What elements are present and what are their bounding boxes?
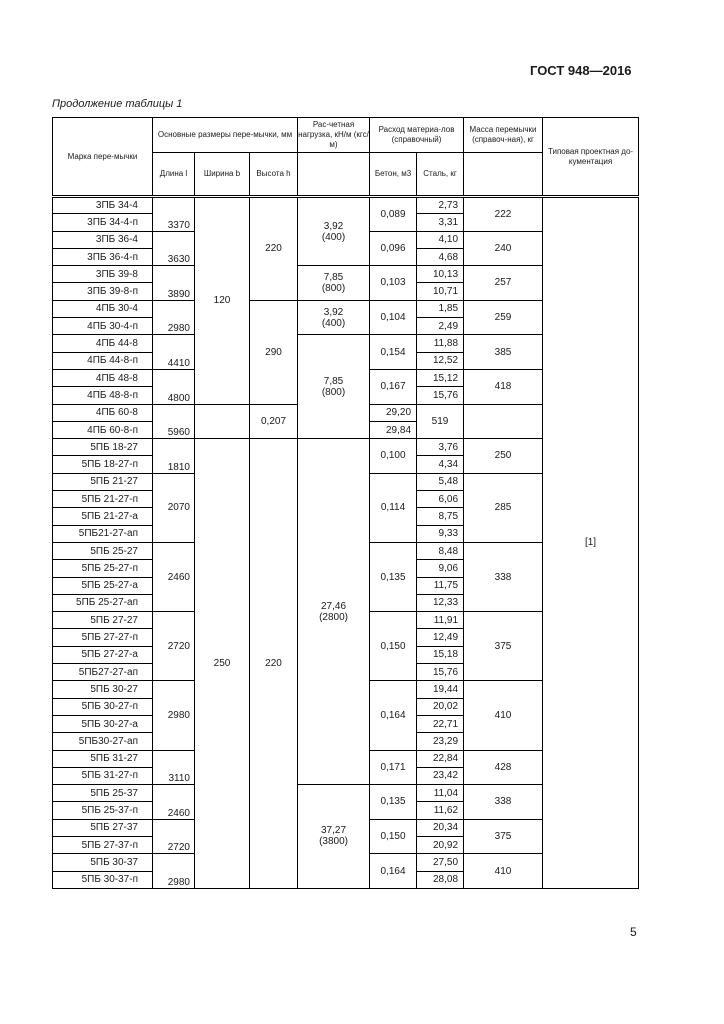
- length-cell: 2720: [153, 819, 195, 854]
- mark-cell: 5ПБ 27-37: [53, 819, 153, 836]
- steel-cell: 20,92: [417, 836, 464, 853]
- mass-cell: 519: [417, 404, 464, 439]
- steel-cell: 4,34: [417, 456, 464, 473]
- mass-cell: 428: [464, 750, 543, 785]
- header-load-pad: [298, 153, 370, 197]
- header-width: Ширина b: [195, 153, 250, 197]
- length-cell: 3110: [153, 750, 195, 785]
- load-kgs: (3800): [319, 836, 348, 848]
- load-kgs: (800): [321, 386, 346, 398]
- length-cell: 2980: [153, 681, 195, 750]
- steel-cell: 5,48: [417, 473, 464, 490]
- header-mass: Масса перемычки (справоч-ная), кг: [464, 118, 543, 153]
- steel-cell: 8,48: [417, 542, 464, 559]
- load-kn: 3,92: [323, 220, 344, 232]
- mark-cell: 5ПБ 18-27: [53, 439, 153, 456]
- load-cell: [298, 266, 370, 301]
- mark-cell: 4ПБ 30-4: [53, 300, 153, 317]
- load-kgs: (400): [321, 317, 346, 329]
- steel-cell: 15,12: [417, 369, 464, 386]
- length-cell: 2070: [153, 473, 195, 542]
- mark-cell: 5ПБ 25-27-а: [53, 577, 153, 594]
- mark-cell: 5ПБ 30-37-п: [53, 871, 153, 888]
- mass-cell: 385: [464, 335, 543, 370]
- mark-cell: 3ПБ 34-4-п: [53, 214, 153, 231]
- width-cell: [195, 404, 250, 439]
- mark-cell: 5ПБ 21-27-а: [53, 508, 153, 525]
- mass-cell: 240: [464, 231, 543, 266]
- mark-cell: 5ПБ27-27-ап: [53, 664, 153, 681]
- steel-cell: 20,02: [417, 698, 464, 715]
- mark-cell: 5ПБ 25-27-ап: [53, 594, 153, 611]
- mark-cell: 4ПБ 48-8: [53, 369, 153, 386]
- concrete-cell: 0,104: [370, 300, 417, 335]
- length-cell: 3370: [153, 197, 195, 232]
- mass-cell: 410: [464, 854, 543, 889]
- width-cell: 250: [195, 439, 250, 889]
- steel-cell: 2,73: [417, 197, 464, 214]
- concrete-cell: 0,207: [250, 404, 298, 439]
- docs-cell: [1]: [543, 197, 639, 889]
- mass-cell: 222: [464, 197, 543, 232]
- width-cell: 120: [195, 197, 250, 405]
- mass-cell: 418: [464, 369, 543, 404]
- mark-cell: 4ПБ 44-8-п: [53, 352, 153, 369]
- load-kn: 27,46: [321, 600, 347, 612]
- steel-cell: 8,75: [417, 508, 464, 525]
- steel-cell: 9,06: [417, 560, 464, 577]
- lintel-table: [52, 117, 639, 889]
- mass-cell: 250: [464, 439, 543, 474]
- steel-cell: 10,71: [417, 283, 464, 300]
- header-materials: Расход материа-лов (справочный): [370, 118, 464, 153]
- mass-cell: 259: [464, 300, 543, 335]
- header-brand: Марка пере-мычки: [53, 118, 153, 197]
- length-cell: 2980: [153, 854, 195, 889]
- mark-cell: 5ПБ 18-27-п: [53, 456, 153, 473]
- mark-cell: 5ПБ 21-27-п: [53, 491, 153, 508]
- mark-cell: 4ПБ 60-8-п: [53, 421, 153, 438]
- steel-cell: 11,88: [417, 335, 464, 352]
- load-cell: [298, 335, 370, 439]
- mark-cell: 5ПБ 25-27: [53, 542, 153, 559]
- concrete-cell: 0,171: [370, 750, 417, 785]
- steel-cell: 15,18: [417, 646, 464, 663]
- load-kn: 3,92: [323, 306, 344, 318]
- steel-cell: 4,10: [417, 231, 464, 248]
- concrete-cell: 0,150: [370, 612, 417, 681]
- mark-cell: 3ПБ 34-4: [53, 197, 153, 214]
- steel-cell: 19,44: [417, 681, 464, 698]
- header-length: Длина l: [153, 153, 195, 197]
- mark-cell: 5ПБ 27-27-п: [53, 629, 153, 646]
- length-cell: 3890: [153, 266, 195, 301]
- header-height: Высота h: [250, 153, 298, 197]
- steel-cell: 12,52: [417, 352, 464, 369]
- mark-cell: 5ПБ 31-27: [53, 750, 153, 767]
- steel-cell: 28,08: [417, 871, 464, 888]
- mass-cell: 375: [464, 819, 543, 854]
- steel-cell: 22,71: [417, 715, 464, 732]
- concrete-cell: 0,103: [370, 266, 417, 301]
- concrete-cell: 0,089: [370, 197, 417, 232]
- mark-cell: 5ПБ 30-27-п: [53, 698, 153, 715]
- mark-cell: 5ПБ 31-27-п: [53, 767, 153, 784]
- mass-cell: 410: [464, 681, 543, 750]
- length-cell: 4410: [153, 335, 195, 370]
- load-cell: [298, 197, 370, 266]
- steel-cell: 27,50: [417, 854, 464, 871]
- steel-cell: 15,76: [417, 664, 464, 681]
- mark-cell: 5ПБ 30-37: [53, 854, 153, 871]
- steel-cell: 23,42: [417, 767, 464, 784]
- load-kn: 37,27: [321, 825, 347, 837]
- steel-cell: 29,20: [370, 404, 417, 421]
- mark-cell: 5ПБ21-27-ап: [53, 525, 153, 542]
- mark-cell: 5ПБ 25-37: [53, 785, 153, 802]
- mark-cell: 5ПБ 30-27-а: [53, 715, 153, 732]
- mark-cell: 5ПБ 30-27: [53, 681, 153, 698]
- steel-cell: 23,29: [417, 733, 464, 750]
- steel-cell: 11,75: [417, 577, 464, 594]
- load-kn: 7,85: [323, 271, 344, 283]
- concrete-cell: 0,100: [370, 439, 417, 474]
- length-cell: 4800: [153, 369, 195, 404]
- steel-cell: 20,34: [417, 819, 464, 836]
- concrete-cell: 0,096: [370, 231, 417, 266]
- mark-cell: 5ПБ 27-27: [53, 612, 153, 629]
- length-cell: 2720: [153, 612, 195, 681]
- load-kn: 7,85: [323, 375, 344, 387]
- page-number: 5: [630, 925, 637, 939]
- concrete-cell: 0,135: [370, 785, 417, 820]
- document-code: ГОСТ 948—2016: [530, 63, 632, 78]
- length-cell: 1810: [153, 439, 195, 474]
- length-cell: 5960: [153, 404, 195, 439]
- table-caption: Продолжение таблицы 1: [52, 98, 183, 110]
- mark-cell: 4ПБ 48-8-п: [53, 387, 153, 404]
- load-kgs: (800): [321, 282, 346, 294]
- concrete-cell: 0,150: [370, 819, 417, 854]
- mass-cell: 285: [464, 473, 543, 542]
- load-cell: [298, 439, 370, 785]
- steel-cell: 3,31: [417, 214, 464, 231]
- mark-cell: 3ПБ 36-4: [53, 231, 153, 248]
- header-steel: Сталь, кг: [417, 153, 464, 197]
- steel-cell: 11,04: [417, 785, 464, 802]
- steel-cell: 2,49: [417, 318, 464, 335]
- mark-cell: 5ПБ 25-27-п: [53, 560, 153, 577]
- mass-cell: 257: [464, 266, 543, 301]
- mark-cell: 5ПБ 27-37-п: [53, 836, 153, 853]
- length-cell: 2980: [153, 300, 195, 335]
- mark-cell: 5ПБ30-27-ап: [53, 733, 153, 750]
- steel-cell: 9,33: [417, 525, 464, 542]
- steel-cell: 15,76: [417, 387, 464, 404]
- header-mass-pad: [464, 153, 543, 197]
- steel-cell: 3,76: [417, 439, 464, 456]
- length-cell: 2460: [153, 785, 195, 820]
- steel-cell: 12,33: [417, 594, 464, 611]
- header-load: Рас-четная нагрузка, кН/м (кгс/м): [298, 118, 370, 153]
- load-kgs: (2800): [319, 611, 348, 623]
- mark-cell: 4ПБ 60-8: [53, 404, 153, 421]
- steel-cell: 11,91: [417, 612, 464, 629]
- mark-cell: 4ПБ 30-4-п: [53, 318, 153, 335]
- concrete-cell: 0,164: [370, 681, 417, 750]
- mark-cell: 5ПБ 27-27-а: [53, 646, 153, 663]
- mark-cell: 4ПБ 44-8: [53, 335, 153, 352]
- header-docs: Типовая проектная до-кументация: [543, 118, 639, 197]
- height-cell: 220: [250, 439, 298, 889]
- mass-cell: 338: [464, 785, 543, 820]
- mark-cell: 5ПБ 25-37-п: [53, 802, 153, 819]
- steel-cell: 1,85: [417, 300, 464, 317]
- load-cell: [298, 300, 370, 335]
- length-cell: 3630: [153, 231, 195, 266]
- concrete-cell: 0,114: [370, 473, 417, 542]
- steel-cell: 11,62: [417, 802, 464, 819]
- steel-cell: 10,13: [417, 266, 464, 283]
- mark-cell: 3ПБ 39-8-п: [53, 283, 153, 300]
- mass-cell: 375: [464, 612, 543, 681]
- steel-cell: 12,49: [417, 629, 464, 646]
- concrete-cell: 0,154: [370, 335, 417, 370]
- header-basic-dims: Основные размеры пере-мычки, мм: [153, 118, 298, 153]
- load-kgs: (400): [321, 231, 346, 243]
- height-cell: 290: [250, 300, 298, 404]
- concrete-cell: 0,164: [370, 854, 417, 889]
- concrete-cell: 0,135: [370, 542, 417, 611]
- steel-cell: 4,68: [417, 248, 464, 265]
- steel-cell: 22,84: [417, 750, 464, 767]
- length-cell: 2460: [153, 542, 195, 611]
- mark-cell: 3ПБ 39-8: [53, 266, 153, 283]
- mass-cell: 338: [464, 542, 543, 611]
- concrete-cell: 0,167: [370, 369, 417, 404]
- steel-cell: 29,84: [370, 421, 417, 438]
- height-cell: 220: [250, 197, 298, 301]
- load-cell: [298, 785, 370, 889]
- mark-cell: 3ПБ 36-4-п: [53, 248, 153, 265]
- header-concrete: Бетон, м3: [370, 153, 417, 197]
- steel-cell: 6,06: [417, 491, 464, 508]
- mark-cell: 5ПБ 21-27: [53, 473, 153, 490]
